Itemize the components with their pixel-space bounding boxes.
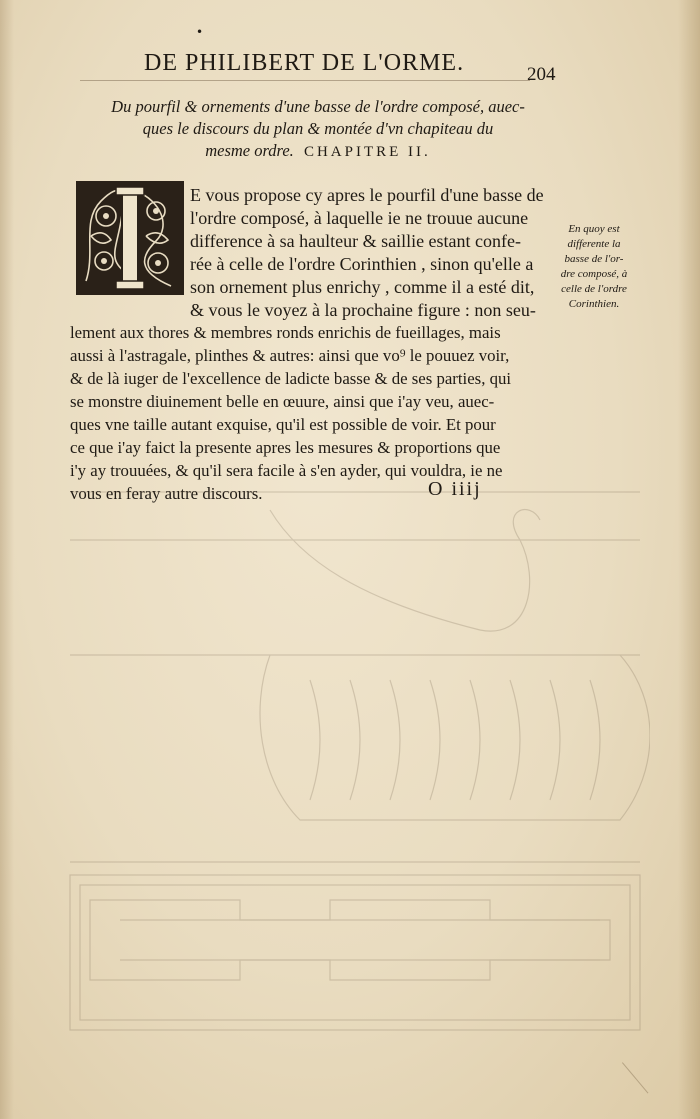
bleed-through-engraving [60,480,650,1060]
margin-note-line: Corinthien. [568,298,620,310]
body-line-12: ce que i'ay faict la presente apres les mesures & proportions que [70,438,501,457]
body-line-8: aussi à l'astragale, plinthes & autres: ainsi que vo⁹ le pouuez voir, [70,346,510,365]
body-line-2: l'ordre composé, à laquelle ie ne trouue aucune [190,208,529,228]
header-rule [80,80,530,81]
margin-note [552,222,636,312]
page-edge-left [0,0,14,1119]
chapter-title-end: mesme ordre. [205,141,294,160]
chapter-title-line-1: Du pourfil & ornements d'une basse de l'ordre composé, auec- [111,97,525,116]
body-line-4: rée à celle de l'ordre Corinthien , sinon qu'elle a [190,254,534,274]
body-line-1: E vous propose cy apres le pourfil d'une basse de [190,185,544,205]
chapter-title [98,96,538,163]
body-line-6: & vous le voyez à la prochaine figure : non seu- [190,300,536,320]
body-line-5: son ornement plus enrichy , comme il a esté dit, [190,277,535,297]
margin-note-line: celle de l'ordre [561,283,627,295]
drop-cap-ornament [76,181,184,295]
margin-note-line: dre composé, à [560,268,628,280]
signature-mark: O iiij [428,478,482,500]
chapter-title-line-2: ques le discours du plan & montée d'vn chapiteau du [142,119,494,138]
margin-note-line: basse de l'or- [564,253,624,265]
body-line-11: ques vne taille autant exquise, qu'il est possible de voir. Et pour [70,415,496,434]
body-line-10: se monstre diuinement belle en œuure, ainsi que i'ay veu, auec- [70,392,495,411]
chapter-label: CHAPITRE II. [303,144,431,160]
page-number: 204 [527,64,556,85]
margin-note-line: differente la [567,238,621,250]
body-line-3: difference à sa haulteur & saillie estant confe- [190,231,522,251]
body-line-9: & de là iuger de l'excellence de ladicte basse & de ses parties, qui [70,369,512,388]
body-line-13: i'y ay trouuées, & qu'il sera facile à s'en ayder, qui vouldra, ie ne [70,461,503,480]
body-line-14: vous en feray autre discours. [70,484,263,503]
margin-note-line: En quoy est [568,223,620,235]
page-edge-right [678,0,700,1119]
printer-mark: • [196,25,204,39]
body-line-7: lement aux thores & membres ronds enrichis de fueillages, mais [70,323,501,342]
running-head: DE PHILIBERT DE L'ORME. [144,50,465,76]
chapter-title-line-3 [98,140,538,163]
